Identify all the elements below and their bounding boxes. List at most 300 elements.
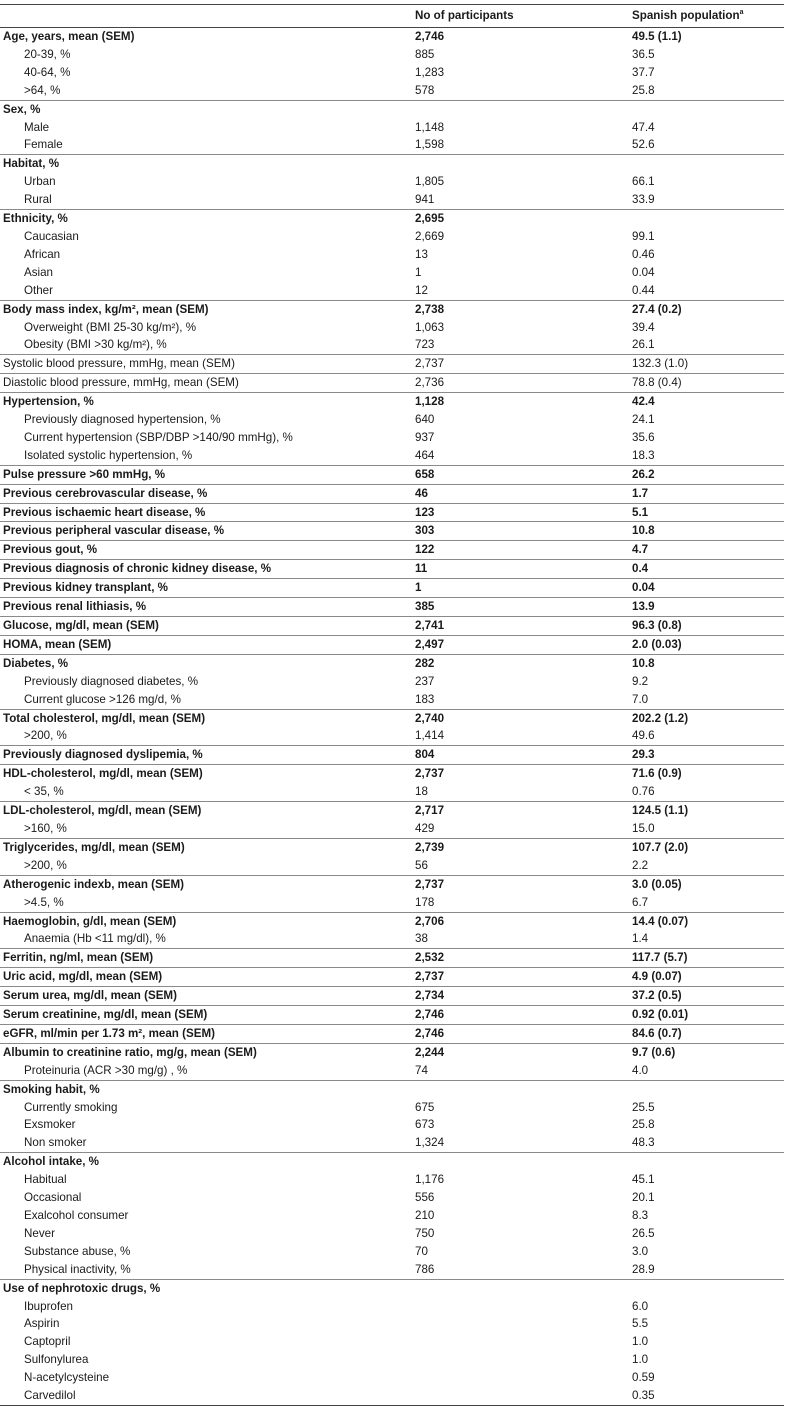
row-spanish-population: 5.1 <box>632 505 649 519</box>
row-spanish-population: 49.5 (1.1) <box>632 30 682 43</box>
row-spanish-population: 66.1 <box>632 175 655 189</box>
row-spanish-population: 25.5 <box>632 1100 655 1114</box>
row-label: Urban <box>24 175 56 189</box>
row-label: Previous kidney transplant, % <box>3 581 168 595</box>
table-row <box>0 1225 784 1243</box>
table-row <box>0 598 784 617</box>
row-label: < 35, % <box>24 785 64 799</box>
row-spanish-population: 47.4 <box>632 120 655 134</box>
table-row <box>0 119 784 137</box>
row-participants: 2,244 <box>415 1045 445 1059</box>
row-participants: 786 <box>415 1262 435 1276</box>
row-participants <box>415 1298 632 1316</box>
table-row <box>0 930 784 948</box>
row-spanish-population: 15.0 <box>632 821 655 835</box>
row-spanish-population <box>632 100 784 118</box>
row-label: >64, % <box>24 83 61 97</box>
table-row <box>0 1024 784 1043</box>
row-spanish-population: 132.3 (1.0) <box>632 357 689 371</box>
row-label: Previously diagnosed hypertension, % <box>24 413 221 427</box>
row-participants: 2,740 <box>415 711 445 725</box>
row-spanish-population: 36.5 <box>632 47 655 61</box>
row-spanish-population: 0.04 <box>632 265 655 279</box>
row-spanish-population: 18.3 <box>632 448 655 462</box>
table-row <box>0 654 784 672</box>
row-spanish-population: 52.6 <box>632 138 655 152</box>
row-participants: 2,746 <box>415 30 445 43</box>
table-container <box>0 4 784 1406</box>
row-label: N-acetylcysteine <box>24 1371 110 1385</box>
table-row <box>0 857 784 875</box>
row-label: Use of nephrotoxic drugs, % <box>3 1281 161 1295</box>
table-row <box>0 503 784 522</box>
row-participants: 2,736 <box>415 376 445 390</box>
row-participants <box>415 1333 632 1351</box>
row-label: 20-39, % <box>24 47 71 61</box>
table-row <box>0 282 784 300</box>
row-participants: 178 <box>415 895 435 909</box>
row-label: Obesity (BMI >30 kg/m²), % <box>24 338 167 352</box>
row-participants: 941 <box>415 193 435 207</box>
row-participants: 2,737 <box>415 970 445 984</box>
row-participants: 2,532 <box>415 951 445 965</box>
row-participants: 303 <box>415 524 435 538</box>
row-participants: 1,283 <box>415 65 445 79</box>
row-label: Captopril <box>24 1335 71 1349</box>
table-row <box>0 1116 784 1134</box>
row-label: Previously diagnosed diabetes, % <box>24 674 199 688</box>
table-row <box>0 1243 784 1261</box>
row-spanish-population: 33.9 <box>632 193 655 207</box>
table-row <box>0 617 784 636</box>
table-row <box>0 1207 784 1225</box>
row-label: Triglycerides, mg/dl, mean (SEM) <box>3 840 185 854</box>
table-row <box>0 1134 784 1152</box>
row-label: Serum urea, mg/dl, mean (SEM) <box>3 989 177 1003</box>
table-row <box>0 1099 784 1117</box>
row-spanish-population: 117.7 (5.7) <box>632 951 688 965</box>
row-participants <box>415 1153 632 1171</box>
row-spanish-population: 3.0 (0.05) <box>632 877 682 891</box>
row-spanish-population: 10.8 <box>632 656 655 670</box>
row-participants: 804 <box>415 748 435 762</box>
table-row <box>0 447 784 465</box>
row-participants: 183 <box>415 692 435 706</box>
row-label: Previously diagnosed dyslipemia, % <box>3 748 203 762</box>
row-participants: 2,738 <box>415 302 445 316</box>
row-spanish-population: 28.9 <box>632 1262 655 1276</box>
row-spanish-population: 37.2 (0.5) <box>632 989 682 1003</box>
row-label: Rural <box>24 193 52 207</box>
row-label: Substance abuse, % <box>24 1244 131 1258</box>
row-participants: 2,695 <box>415 212 445 226</box>
row-participants: 46 <box>415 486 428 500</box>
row-label: Occasional <box>24 1191 82 1205</box>
row-participants <box>415 1369 632 1387</box>
table-row <box>0 100 784 118</box>
row-label: Previous gout, % <box>3 543 98 557</box>
table-row <box>0 136 784 154</box>
table-row <box>0 465 784 484</box>
row-spanish-population: 84.6 (0.7) <box>632 1026 682 1040</box>
row-participants <box>415 1315 632 1333</box>
row-label: Ibuprofen <box>24 1299 73 1313</box>
row-label: Sex, % <box>3 102 41 116</box>
row-label: Aspirin <box>24 1317 60 1331</box>
row-participants: 56 <box>415 858 428 872</box>
row-participants: 885 <box>415 47 435 61</box>
header-spanish-footnote: a <box>739 9 744 17</box>
row-spanish-population: 1.7 <box>632 486 649 500</box>
row-label: Haemoglobin, g/dl, mean (SEM) <box>3 914 177 928</box>
row-label: African <box>24 247 61 261</box>
row-spanish-population: 4.0 <box>632 1063 649 1077</box>
row-participants: 658 <box>415 467 435 481</box>
row-spanish-population: 26.5 <box>632 1226 655 1240</box>
row-spanish-population: 4.9 (0.07) <box>632 970 682 984</box>
row-spanish-population: 0.4 <box>632 562 649 576</box>
row-participants: 2,497 <box>415 637 445 651</box>
row-participants: 11 <box>415 562 428 576</box>
row-participants: 1,148 <box>415 120 445 134</box>
row-participants: 18 <box>415 785 428 799</box>
table-row <box>0 228 784 246</box>
row-participants: 210 <box>415 1209 435 1222</box>
table-row <box>0 1153 784 1171</box>
row-spanish-population: 1.0 <box>632 1335 649 1349</box>
table-row <box>0 1171 784 1189</box>
row-participants: 673 <box>415 1118 435 1132</box>
row-label: Asian <box>24 265 54 279</box>
row-spanish-population: 4.7 <box>632 543 649 557</box>
row-participants <box>415 1351 632 1369</box>
table-row <box>0 709 784 727</box>
row-spanish-population: 26.2 <box>632 467 655 481</box>
row-label: Ethnicity, % <box>3 212 68 226</box>
row-participants <box>415 100 632 118</box>
row-label: Body mass index, kg/m², mean (SEM) <box>3 302 209 316</box>
row-spanish-population <box>632 1153 784 1171</box>
table-row <box>0 82 784 100</box>
row-label: Exsmoker <box>24 1118 76 1132</box>
row-label: Previous renal lithiasis, % <box>3 600 147 614</box>
row-label: Proteinuria (ACR >30 mg/g) , % <box>24 1063 188 1077</box>
table-row <box>0 838 784 856</box>
table-row <box>0 746 784 765</box>
table-row <box>0 691 784 709</box>
row-participants: 2,746 <box>415 1026 445 1040</box>
row-label: Age, years, mean (SEM) <box>3 30 135 43</box>
header-spanish-population <box>632 5 784 28</box>
row-spanish-population <box>632 155 784 173</box>
table-row <box>0 429 784 447</box>
row-participants: 2,746 <box>415 1008 445 1022</box>
table-row <box>0 1279 784 1297</box>
row-label: Caucasian <box>24 229 79 243</box>
row-participants: 675 <box>415 1100 435 1114</box>
row-label: Habitual <box>24 1173 67 1187</box>
row-label: HDL-cholesterol, mg/dl, mean (SEM) <box>3 767 203 781</box>
row-participants: 237 <box>415 674 435 688</box>
header-spanish-text: Spanish population <box>632 9 740 22</box>
table-row <box>0 765 784 783</box>
row-participants: 74 <box>415 1063 428 1077</box>
row-spanish-population: 13.9 <box>632 600 655 614</box>
row-label: Current glucose >126 mg/d, % <box>24 692 181 706</box>
row-label: Ferritin, ng/ml, mean (SEM) <box>3 951 154 965</box>
row-spanish-population: 6.7 <box>632 895 649 909</box>
row-spanish-population: 49.6 <box>632 729 655 743</box>
row-label: Sulfonylurea <box>24 1353 89 1367</box>
row-label: Smoking habit, % <box>3 1082 100 1096</box>
participants-table <box>0 4 784 1406</box>
row-spanish-population: 2.2 <box>632 858 649 872</box>
row-spanish-population: 26.1 <box>632 338 655 352</box>
row-spanish-population <box>632 1080 784 1098</box>
row-spanish-population: 0.59 <box>632 1371 655 1385</box>
row-label: >4.5, % <box>24 895 64 909</box>
row-label: Currently smoking <box>24 1100 118 1114</box>
row-spanish-population: 7.0 <box>632 692 649 706</box>
table-row <box>0 949 784 968</box>
row-participants: 2,669 <box>415 229 445 243</box>
row-label: Isolated systolic hypertension, % <box>24 448 193 462</box>
row-participants: 1,128 <box>415 395 445 409</box>
row-label: eGFR, ml/min per 1.73 m², mean (SEM) <box>3 1026 215 1040</box>
row-participants: 2,717 <box>415 804 445 818</box>
row-label: Pulse pressure >60 mmHg, % <box>3 467 166 481</box>
table-row <box>0 1006 784 1025</box>
table-row <box>0 912 784 930</box>
row-spanish-population: 202.2 (1.2) <box>632 711 689 725</box>
row-label: Other <box>24 283 53 297</box>
row-label: HOMA, mean (SEM) <box>3 637 112 651</box>
row-spanish-population: 107.7 (2.0) <box>632 840 689 854</box>
row-spanish-population: 1.4 <box>632 932 649 946</box>
table-row <box>0 374 784 393</box>
row-spanish-population: 0.76 <box>632 785 655 799</box>
row-label: Overweight (BMI 25-30 kg/m²), % <box>24 320 197 334</box>
row-spanish-population: 27.4 (0.2) <box>632 302 682 316</box>
row-participants: 1,324 <box>415 1136 445 1150</box>
row-participants: 123 <box>415 505 435 519</box>
row-spanish-population: 6.0 <box>632 1299 649 1313</box>
header-participants: No of participants <box>415 9 514 22</box>
row-spanish-population: 3.0 <box>632 1244 649 1258</box>
row-spanish-population: 5.5 <box>632 1317 649 1331</box>
row-participants: 723 <box>415 338 435 352</box>
row-participants: 2,737 <box>415 357 445 371</box>
row-participants: 578 <box>415 83 435 97</box>
table-row <box>0 246 784 264</box>
row-participants <box>415 1279 632 1297</box>
row-spanish-population: 0.35 <box>632 1389 655 1403</box>
row-participants <box>415 1387 632 1405</box>
row-participants: 385 <box>415 600 435 614</box>
row-spanish-population: 14.4 (0.07) <box>632 914 689 928</box>
row-spanish-population: 2.0 (0.03) <box>632 637 682 651</box>
row-label: Female <box>24 138 63 152</box>
row-participants: 12 <box>415 283 428 297</box>
row-spanish-population: 20.1 <box>632 1191 655 1205</box>
table-row <box>0 1315 784 1333</box>
row-label: Uric acid, mg/dl, mean (SEM) <box>3 970 163 984</box>
row-spanish-population: 0.92 (0.01) <box>632 1008 689 1022</box>
table-row <box>0 319 784 337</box>
table-row <box>0 1080 784 1098</box>
row-label: Previous ischaemic heart disease, % <box>3 505 206 519</box>
table-row <box>0 210 784 228</box>
table-row <box>0 393 784 411</box>
table-row <box>0 541 784 560</box>
table-row <box>0 264 784 282</box>
row-participants: 1,063 <box>415 320 445 334</box>
row-spanish-population: 45.1 <box>632 1173 655 1187</box>
row-spanish-population: 8.3 <box>632 1209 649 1222</box>
table-header <box>0 5 784 28</box>
row-label: Diastolic blood pressure, mmHg, mean (SEM) <box>3 376 239 390</box>
table-row <box>0 484 784 503</box>
row-label: Carvedilol <box>24 1389 76 1403</box>
row-participants: 556 <box>415 1191 435 1205</box>
row-participants: 2,737 <box>415 877 445 891</box>
row-participants: 1,598 <box>415 138 445 152</box>
row-participants: 1 <box>415 265 422 279</box>
header-label <box>0 5 415 28</box>
row-participants: 122 <box>415 543 435 557</box>
header-row <box>0 5 784 28</box>
row-participants: 38 <box>415 932 428 946</box>
row-spanish-population: 48.3 <box>632 1136 655 1150</box>
row-spanish-population: 0.46 <box>632 247 655 261</box>
row-spanish-population: 0.04 <box>632 581 655 595</box>
table-row <box>0 1298 784 1316</box>
row-spanish-population: 0.44 <box>632 283 655 297</box>
table-row <box>0 1333 784 1351</box>
row-participants: 464 <box>415 448 435 462</box>
row-label: Diabetes, % <box>3 656 69 670</box>
row-spanish-population: 25.8 <box>632 83 655 97</box>
row-participants: 640 <box>415 413 435 427</box>
row-label: Hypertension, % <box>3 395 94 409</box>
table-row <box>0 894 784 912</box>
table-row <box>0 1062 784 1080</box>
table-row <box>0 46 784 64</box>
row-label: LDL-cholesterol, mg/dl, mean (SEM) <box>3 804 202 818</box>
row-label: Previous peripheral vascular disease, % <box>3 524 225 538</box>
row-label: Albumin to creatinine ratio, mg/g, mean (SEM) <box>3 1045 257 1059</box>
table-row <box>0 560 784 579</box>
row-participants: 1,805 <box>415 175 445 189</box>
table-row <box>0 522 784 541</box>
row-spanish-population <box>632 210 784 228</box>
table-row <box>0 191 784 209</box>
row-label: Exalcohol consumer <box>24 1209 129 1222</box>
row-participants: 2,706 <box>415 914 445 928</box>
row-label: Alcohol intake, % <box>3 1155 99 1169</box>
row-participants <box>415 155 632 173</box>
row-spanish-population <box>632 1279 784 1297</box>
table-row <box>0 820 784 838</box>
row-spanish-population: 1.0 <box>632 1353 649 1367</box>
row-label: >200, % <box>24 858 67 872</box>
table-row <box>0 802 784 820</box>
row-spanish-population: 25.8 <box>632 1118 655 1132</box>
row-participants: 2,737 <box>415 767 445 781</box>
row-participants: 937 <box>415 430 435 444</box>
row-label: Previous diagnosis of chronic kidney disease, % <box>3 562 272 576</box>
row-participants: 1,414 <box>415 729 445 743</box>
row-participants: 2,734 <box>415 989 445 1003</box>
row-participants: 13 <box>415 247 428 261</box>
row-spanish-population: 29.3 <box>632 748 655 762</box>
row-label: Anaemia (Hb <11 mg/dl), % <box>24 932 166 946</box>
row-spanish-population: 42.4 <box>632 395 655 409</box>
row-spanish-population: 124.5 (1.1) <box>632 804 689 818</box>
row-label: >200, % <box>24 729 67 743</box>
row-participants <box>415 1080 632 1098</box>
row-label: Habitat, % <box>3 157 60 171</box>
table-row <box>0 300 784 318</box>
row-spanish-population: 9.7 (0.6) <box>632 1045 676 1059</box>
row-label: Non smoker <box>24 1136 87 1150</box>
row-label: 40-64, % <box>24 65 71 79</box>
table-row <box>0 987 784 1006</box>
row-participants: 2,739 <box>415 840 445 854</box>
table-row <box>0 1043 784 1061</box>
row-spanish-population: 71.6 (0.9) <box>632 767 682 781</box>
row-label: >160, % <box>24 821 67 835</box>
row-spanish-population: 35.6 <box>632 430 655 444</box>
row-participants: 1,176 <box>415 1173 445 1187</box>
table-row <box>0 968 784 987</box>
row-label: Atherogenic indexb, mean (SEM) <box>3 877 185 891</box>
row-spanish-population: 10.8 <box>632 524 655 538</box>
table-row <box>0 727 784 745</box>
row-label: Serum creatinine, mg/dl, mean (SEM) <box>3 1008 208 1022</box>
table-row <box>0 1387 784 1405</box>
row-spanish-population: 78.8 (0.4) <box>632 376 682 390</box>
row-label: Male <box>24 120 50 134</box>
row-label: Never <box>24 1226 55 1240</box>
row-participants: 282 <box>415 656 435 670</box>
row-label: Current hypertension (SBP/DBP >140/90 mmHg), % <box>24 430 293 444</box>
row-participants: 1 <box>415 581 422 595</box>
table-row <box>0 635 784 654</box>
row-label: Previous cerebrovascular disease, % <box>3 486 208 500</box>
row-participants: 429 <box>415 821 435 835</box>
row-label: Total cholesterol, mg/dl, mean (SEM) <box>3 711 206 725</box>
table-row <box>0 1369 784 1387</box>
table-row <box>0 875 784 893</box>
table-row <box>0 579 784 598</box>
row-participants: 2,741 <box>415 619 445 632</box>
table-row <box>0 783 784 801</box>
row-spanish-population: 24.1 <box>632 413 655 427</box>
row-participants: 750 <box>415 1226 435 1240</box>
row-spanish-population: 96.3 (0.8) <box>632 619 682 632</box>
row-spanish-population: 99.1 <box>632 229 655 243</box>
row-label: Glucose, mg/dl, mean (SEM) <box>3 619 159 632</box>
row-participants: 70 <box>415 1244 428 1258</box>
table-row <box>0 673 784 691</box>
row-label: Systolic blood pressure, mmHg, mean (SEM) <box>3 357 235 371</box>
table-row <box>0 28 784 46</box>
table-row <box>0 64 784 82</box>
table-row <box>0 1189 784 1207</box>
row-spanish-population: 9.2 <box>632 674 649 688</box>
row-spanish-population: 39.4 <box>632 320 655 334</box>
